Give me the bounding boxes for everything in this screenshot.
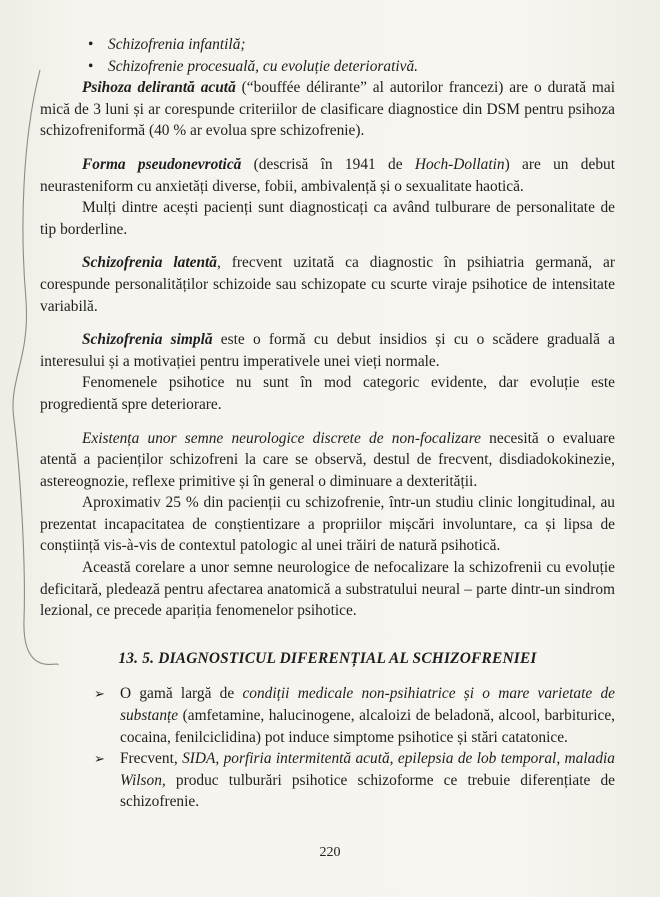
paragraph-text: , frecvent uzitată ca diagnostic în psihiatria germană, ar corespunde personalităților schizoide sau schizopate cu scurte viraje psihotice de intensitate variabilă. (40, 254, 615, 315)
italic-phrase: SIDA, porfiria intermitentă acută, epilepsia de lob temporal, maladia Wilson, (120, 750, 615, 789)
arrow-list-item: ➢ O gamă largă de condiții medicale non-psihiatrice și o mare varietate de substanțe (amfetamine, halucinogene, alcaloizi de beladonă, alcool, barbiturice, cocaina, fenilciclidina) pot induce simptome psihotice și stări catatonice. (94, 683, 615, 748)
page-body (40, 34, 615, 813)
paragraph-corelare: Această corelare a unor semne neurologice de nefocalizare la schizofrenii cu evoluție deficitară, pledează pentru afectarea anatomică a substratului neural – parte dintr-un sindrom lezional, ce precede apariția fenomenelor psihotice. (40, 559, 615, 620)
italic-phrase: condiții medicale non-psihiatrice și o mare varietate de substanțe (120, 685, 616, 725)
paragraph-text: este o formă cu debut insidios și cu o scădere graduală a interesului și a motivației pentru imperativele unei vieți normale. (40, 331, 615, 370)
page-number: 220 (319, 845, 341, 860)
paragraph-borderline: Mulți dintre acești pacienți sunt diagnosticați ca având tulburare de personalitate de tip borderline. (40, 199, 615, 238)
bullet-list (88, 34, 615, 77)
paragraph-text: (descrisă în 1941 de (241, 155, 415, 173)
term-psihoza-delirantă: Psihoza delirantă acută (82, 79, 236, 97)
paragraph-text: (“bouffée délirante” al autorilor francezi) are o durată mai mică de 3 luni și ar corespunde criteriilor de clasificare diagnostice din DSM pentru psihoza schizofreniformă (40 % ar evolua spre schizofrenie). (40, 79, 616, 140)
arrow-list (94, 683, 615, 813)
italic-phrase: Existența unor semne neurologice discrete de non-focalizare (82, 429, 481, 447)
arrow-list-item: ➢ Frecvent, SIDA, porfiria intermitentă acută, epilepsia de lob temporal, maladia Wilson, produc tulburări psihotice schizoforme ce trebuie diferențiate de schizofrenie. (94, 748, 615, 813)
term-schizofrenia-simpla: Schizofrenia simplă (82, 331, 213, 349)
paragraph-text: ) are un debut neurasteniform cu anxietăți diverse, fobii, ambivalență și o sexualitate haotică. (40, 155, 615, 195)
bullet-item: • Schizofrenia infantilă; (88, 34, 615, 56)
paragraph-aproximativ: Aproximativ 25 % din pacienții cu schizofrenie, într-un studiu clinic longitudinal, au prezentat incapacitatea de conștientizare a propriilor mișcări involuntare, ca și lipsa de conștiință vis-à-vis de contextul patologic al unei trăiri de natură psihotică. (40, 494, 615, 555)
term-forma-pseudonevrotica: Forma pseudonevrotică (82, 155, 242, 173)
bullet-item: • Schizofrenie procesuală, cu evoluție deteriorativă. (88, 56, 615, 78)
paragraph-fenomenele-psihotice: Fenomenele psihotice nu sunt în mod categoric evidente, dar evoluție este progredientă spre deteriorare. (40, 374, 615, 413)
paragraph-text: necesită o evaluare atentă a pacienților schizofreni la care se observă, destul de frecvent, disdiadokokinezie, astereognozie, reflexe primitive și în general o diminuare a dexterității. (40, 429, 615, 490)
term-schizofrenia-latenta: Schizofrenia latentă (82, 254, 217, 272)
section-title: 13. 5. DIAGNOSTICUL DIFERENȚIAL AL SCHIZOFRENIEI (118, 649, 537, 667)
paragraph-psihoza-delirantă (40, 77, 615, 142)
paragraph-schizofrenia-latenta (40, 252, 615, 317)
authors-name: Hoch-Dollatin (414, 155, 505, 173)
paragraph-schizofrenia-simpla (40, 329, 615, 372)
paragraph-forma-pseudonevrotica (40, 154, 615, 197)
paragraph-semne-neurologice (40, 428, 615, 493)
